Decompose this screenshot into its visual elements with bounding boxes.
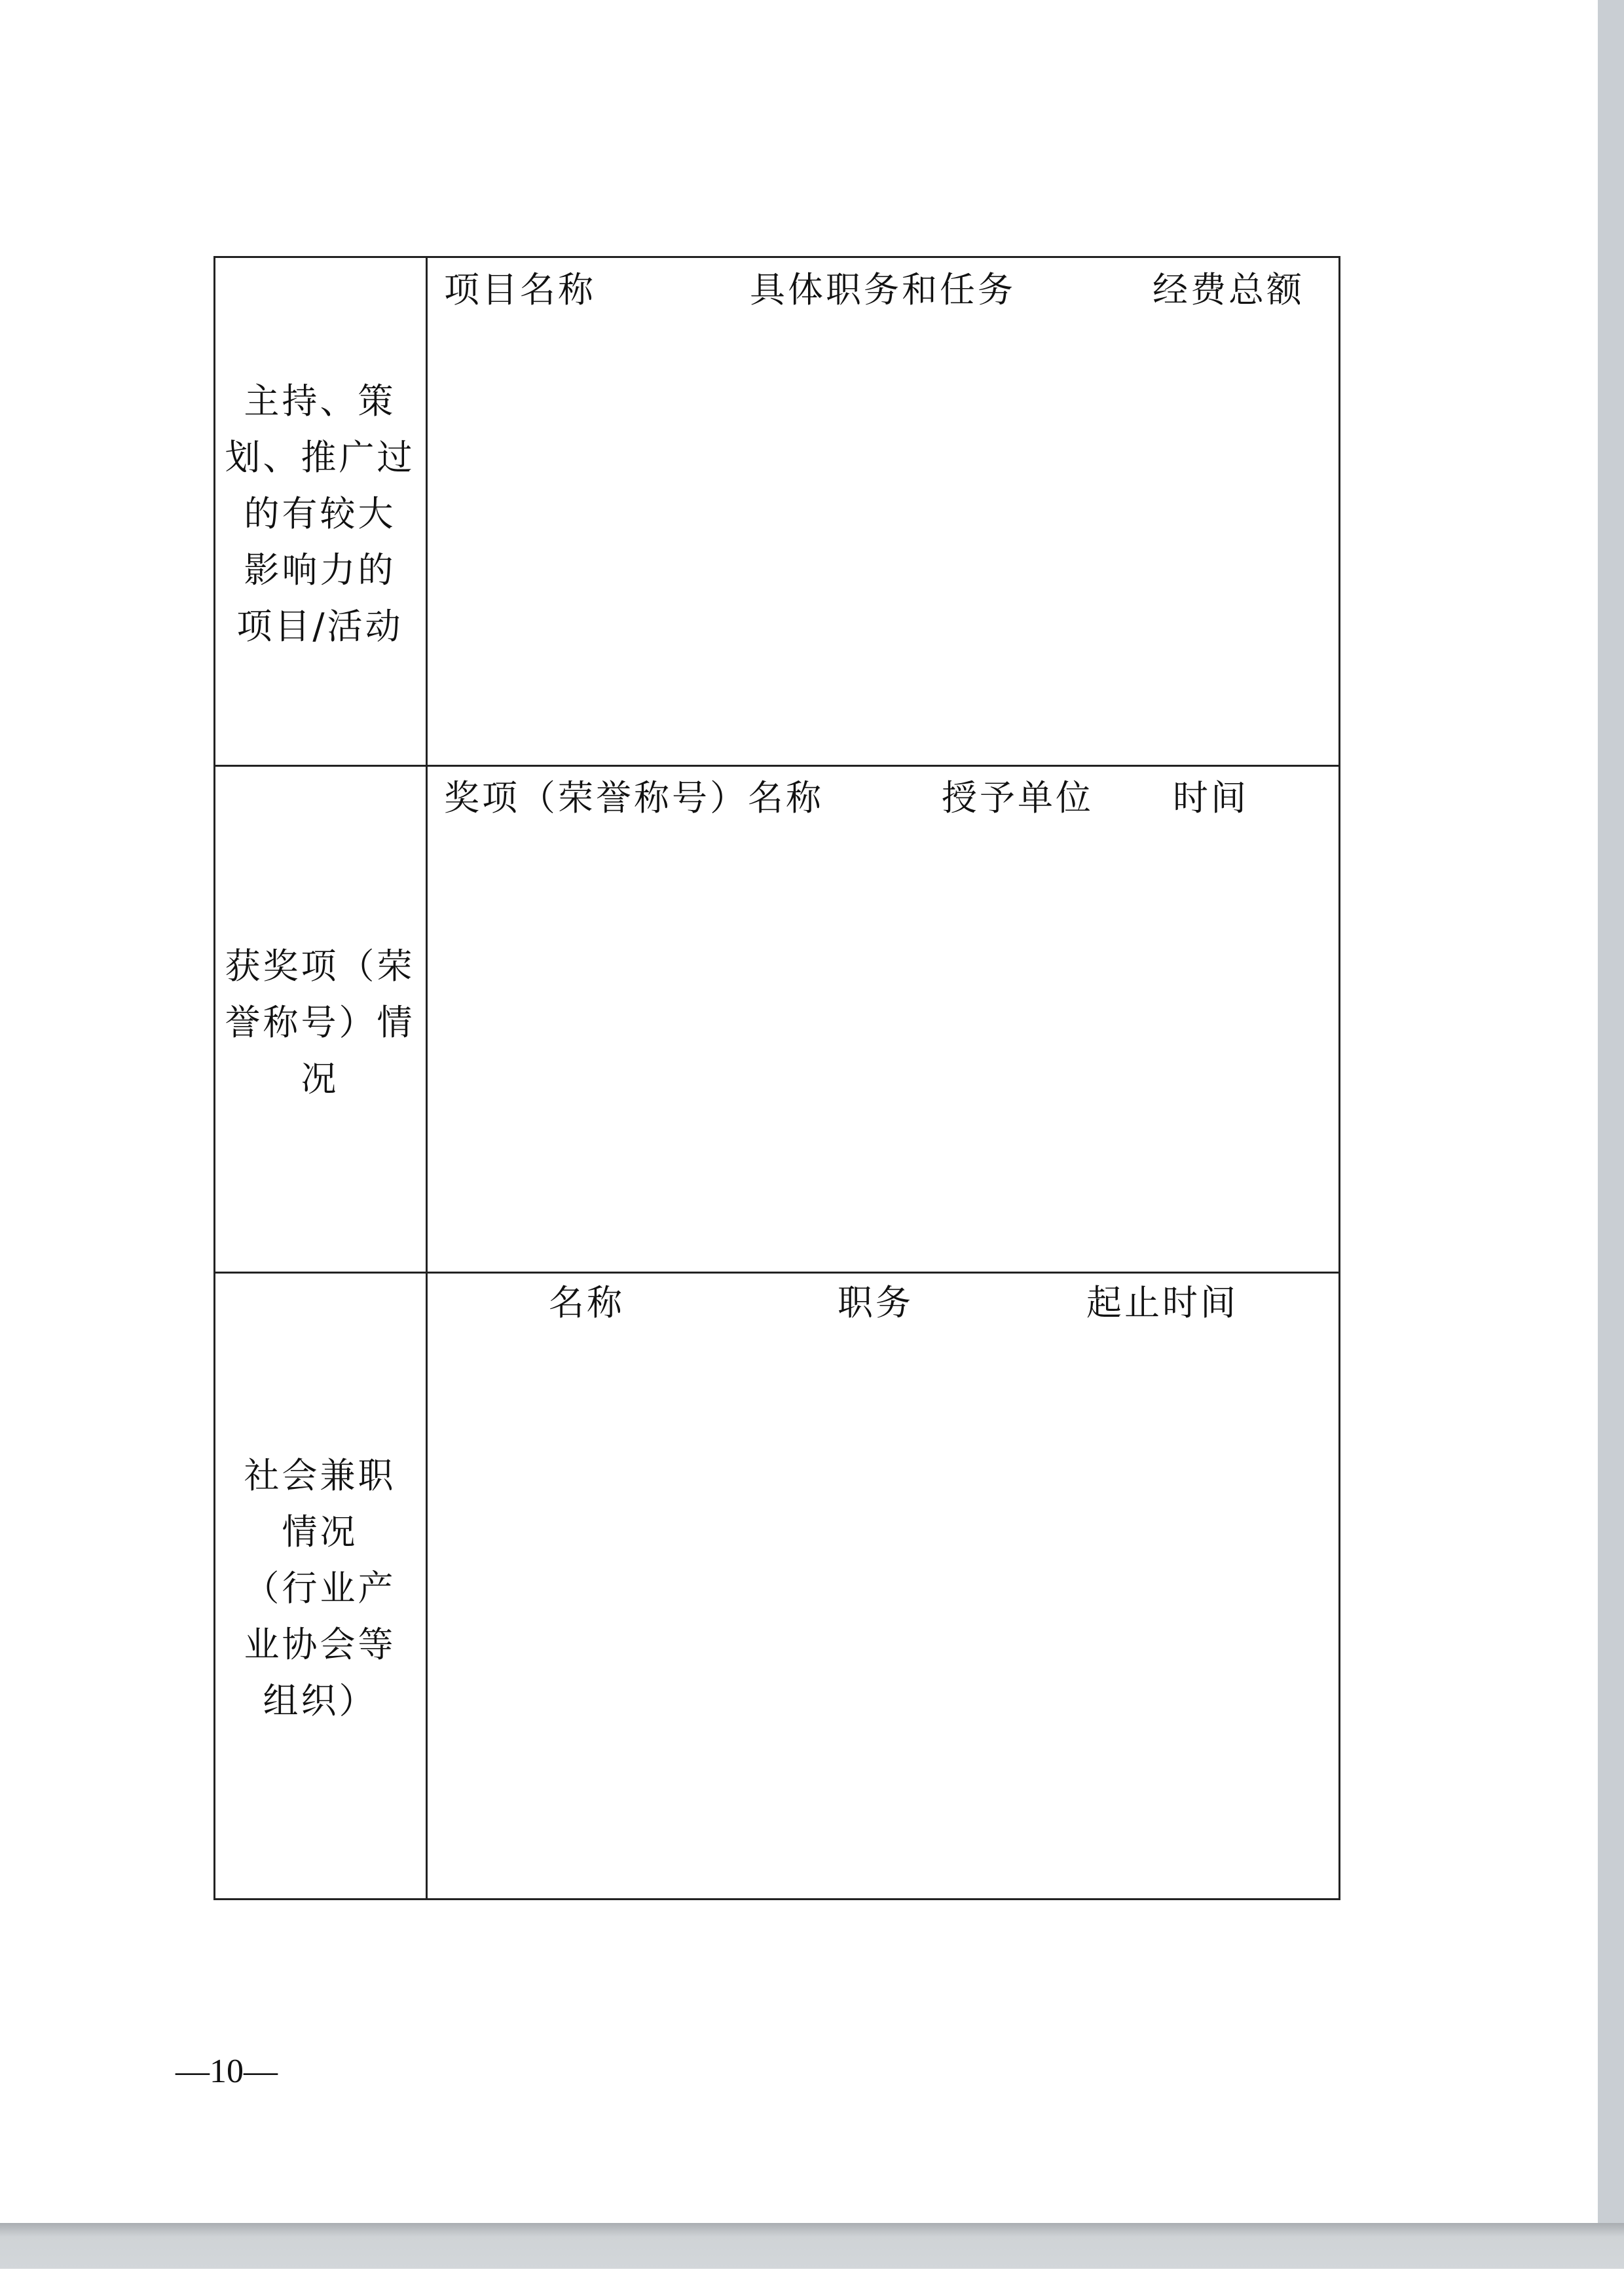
table-border-right [1338, 256, 1340, 1900]
column-header-funding: 经费总额 [1153, 269, 1304, 310]
label-line: 获奖项（荣 [225, 946, 415, 987]
label-line: 业协会等 [244, 1624, 396, 1665]
scan-edge-right [1598, 0, 1624, 2269]
column-header-period: 起止时间 [1086, 1282, 1238, 1323]
page-number: —10— [175, 2053, 278, 2090]
column-header-org-name: 名称 [549, 1282, 625, 1323]
column-header-granting-unit: 授予单位 [942, 777, 1094, 818]
column-header-role: 具体职务和任务 [750, 269, 1016, 310]
column-header-award-name: 奖项（荣誉称号）名称 [444, 777, 824, 818]
label-line: 社会兼职 [244, 1455, 396, 1496]
label-line: 项目/活动 [236, 606, 403, 647]
label-line: 影响力的 [244, 549, 396, 591]
column-header-project-name: 项目名称 [444, 269, 596, 310]
scan-edge-bottom [0, 2223, 1624, 2269]
label-line: 组织） [263, 1680, 377, 1721]
label-line: （行业产 [244, 1568, 396, 1609]
label-line: 的有较大 [244, 493, 396, 534]
column-header-time: 时间 [1173, 777, 1249, 818]
table-border-top [213, 256, 1340, 258]
label-line: 主持、策 [244, 380, 396, 422]
row-label-awards [213, 938, 426, 1107]
table-border-bottom [213, 1898, 1340, 1900]
column-header-position: 职务 [838, 1282, 913, 1323]
row-label-projects [213, 373, 426, 655]
label-line: 况 [301, 1058, 339, 1099]
label-line: 情况 [282, 1511, 358, 1552]
row-label-social-positions [213, 1448, 426, 1729]
row-divider-2 [213, 1272, 1340, 1274]
row-divider-1 [213, 765, 1340, 767]
label-line: 划、推广过 [225, 437, 415, 478]
label-line: 誉称号）情 [225, 1002, 415, 1043]
